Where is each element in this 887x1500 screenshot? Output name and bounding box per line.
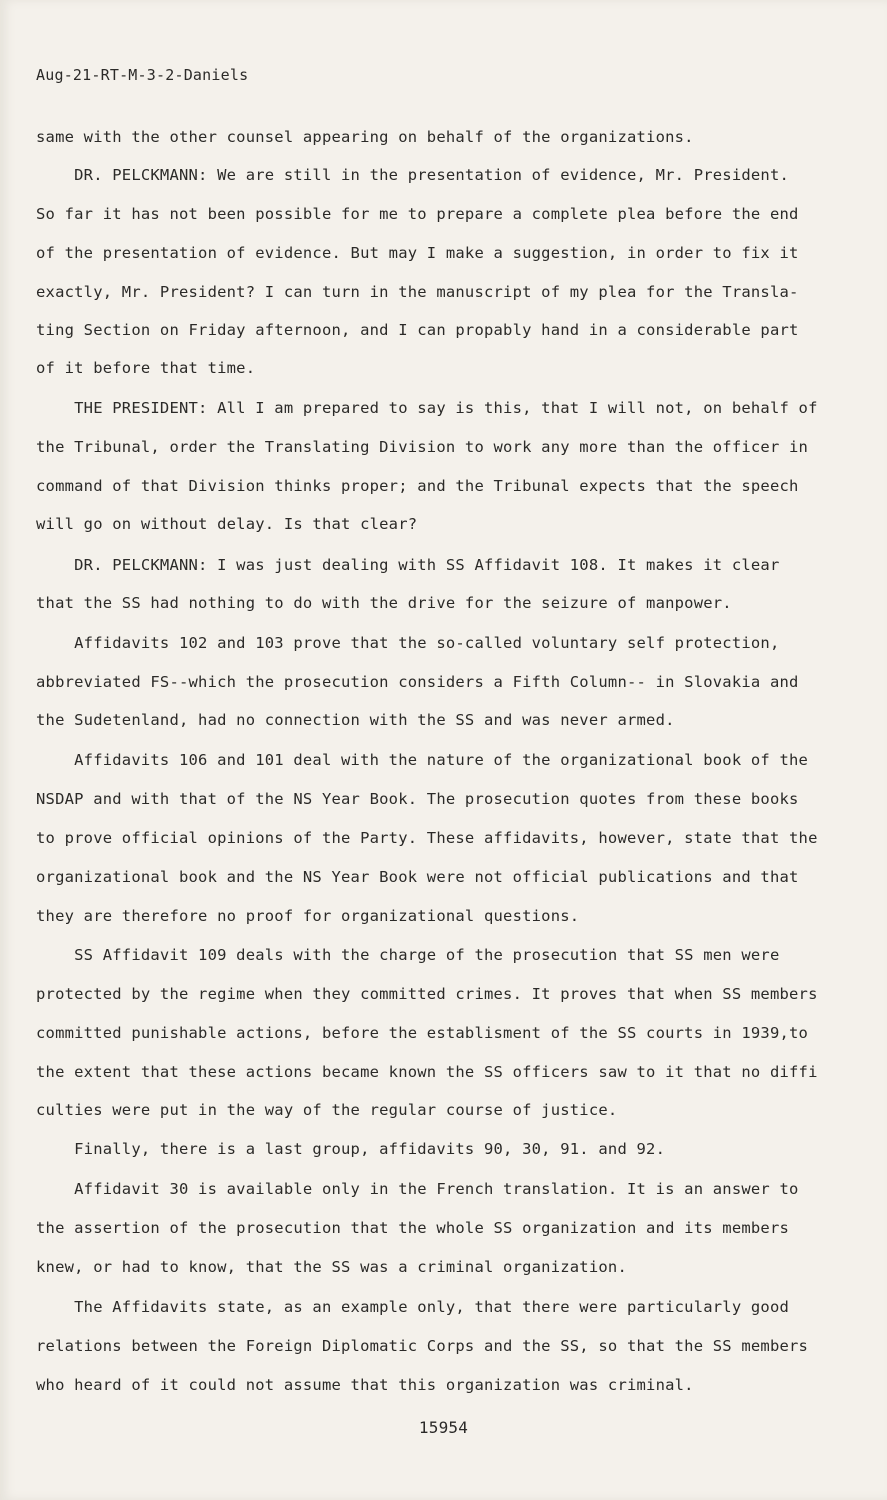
text-line: of it before that time. [36,359,256,377]
text-line: same with the other counsel appearing on behalf of the organizations. [36,128,694,146]
text-line: the assertion of the prosecution that the whole SS organization and its members [36,1219,790,1237]
text-line: THE PRESIDENT: All I am prepared to say is this, that I will not, on behalf of [36,399,818,417]
text-line: exactly, Mr. President? I can turn in the manuscript of my plea for the Transla- [36,283,799,301]
text-line: they are therefore no proof for organizational questions. [36,907,580,925]
text-line: of the presentation of evidence. But may I make a suggestion, in order to fix it [36,244,799,262]
text-line: the Sudetenland, had no connection with the SS and was never armed. [36,711,675,729]
text-line: who heard of it could not assume that this organization was criminal. [36,1376,694,1394]
text-line: DR. PELCKMANN: I was just dealing with SS Affidavit 108. It makes it clear [36,556,780,574]
text-line: command of that Division thinks proper; and the Tribunal expects that the speech [36,477,799,495]
text-line: relations between the Foreign Diplomatic Corps and the SS, so that the SS members [36,1337,809,1355]
text-line: organizational book and the NS Year Book were not official publications and that [36,868,799,886]
text-line: the Tribunal, order the Translating Division to work any more than the officer in [36,438,809,456]
text-line: protected by the regime when they committed crimes. It proves that when SS members [36,985,818,1003]
text-line: committed punishable actions, before the establisment of the SS courts in 1939,to [36,1024,809,1042]
text-line: knew, or had to know, that the SS was a criminal organization. [36,1258,627,1276]
text-line: Affidavits 106 and 101 deal with the nature of the organizational book of the [36,751,809,769]
text-line: The Affidavits state, as an example only, that there were particularly good [36,1298,790,1316]
text-line: to prove official opinions of the Party. These affidavits, however, state that the [36,829,818,847]
text-line: Finally, there is a last group, affidavits 90, 30, 91. and 92. [36,1140,666,1158]
text-line: will go on without delay. Is that clear? [36,515,418,533]
text-line: SS Affidavit 109 deals with the charge of the prosecution that SS men were [36,946,780,964]
text-line: the extent that these actions became known the SS officers saw to it that no diffi [36,1063,818,1081]
text-line: Affidavit 30 is available only in the French translation. It is an answer to [36,1180,799,1198]
text-line: So far it has not been possible for me to prepare a complete plea before the end [36,205,799,223]
document-header: Aug-21-RT-M-3-2-Daniels [36,66,249,84]
text-line: ting Section on Friday afternoon, and I can propably hand in a considerable part [36,321,799,339]
text-line: DR. PELCKMANN: We are still in the presentation of evidence, Mr. President. [36,166,790,184]
text-line: NSDAP and with that of the NS Year Book. The prosecution quotes from these books [36,790,799,808]
text-line: Affidavits 102 and 103 prove that the so-called voluntary self protection, [36,634,780,652]
text-line: culties were put in the way of the regular course of justice. [36,1101,618,1119]
page-number: 15954 [418,1418,469,1437]
text-line: abbreviated FS--which the prosecution considers a Fifth Column-- in Slovakia and [36,673,799,691]
text-line: that the SS had nothing to do with the drive for the seizure of manpower. [36,594,732,612]
